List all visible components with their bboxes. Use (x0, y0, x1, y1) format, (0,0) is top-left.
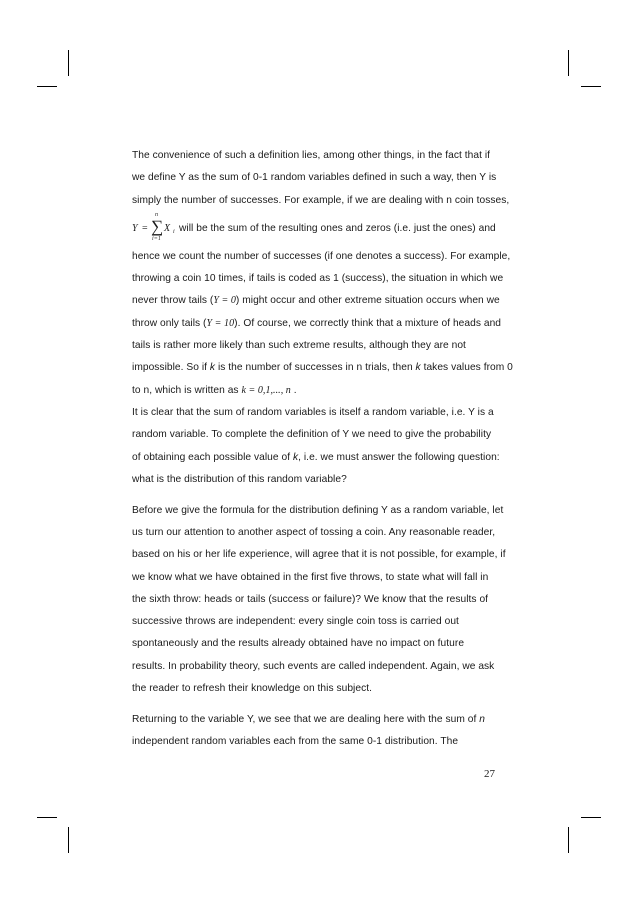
text-line: based on his or her life experience, will agree that it is not possible, for example, if (132, 549, 506, 561)
text-line: successive throws are independent: every single coin toss is carried out (132, 616, 459, 628)
sum-formula-line (132, 212, 512, 246)
text-line (132, 447, 512, 469)
paragraph-gap (132, 491, 512, 500)
text-span: throw only tails ( (132, 317, 207, 329)
text-line: tails is rather more likely than such extreme results, although they are not (132, 340, 466, 352)
text-span: . (290, 384, 297, 396)
text-line: us turn our attention to another aspect of tossing a coin. Any reasonable reader, (132, 526, 496, 538)
text-span: ) might occur and other extreme situation occurs when we (235, 295, 500, 307)
inline-math: k = 0,1,..., n (241, 384, 291, 396)
text-line: Before we give the formula for the distribution defining Y as a random variable, let (132, 504, 504, 516)
text-line: will be the sum of the resulting ones and zeros (i.e. just the ones) and (179, 222, 496, 234)
text-span: to n, which is written as (132, 384, 242, 396)
body-text (132, 145, 512, 753)
text-line (132, 290, 512, 312)
text-span: never throw tails ( (132, 295, 214, 307)
sigma-symbol: ∑ (151, 216, 164, 236)
italic-k: k (292, 451, 299, 463)
crop-mark (68, 50, 69, 76)
crop-mark (581, 86, 601, 87)
crop-mark (581, 817, 601, 818)
text-line: results. In probability theory, such events are called independent. Again, we ask (132, 660, 495, 672)
text-span: , i.e. we must answer the following question: (298, 451, 500, 463)
text-span: of obtaining each possible value of (132, 451, 293, 463)
crop-mark (568, 50, 569, 76)
text-line: the sixth throw: heads or tails (success or failure)? We know that the results of (132, 593, 489, 605)
formula-upper-limit: n (155, 211, 159, 218)
text-line: random variable. To complete the definition of Y we need to give the probability (132, 429, 492, 441)
crop-mark (37, 817, 57, 818)
formula-equals: = (142, 222, 148, 234)
text-line: hence we count the number of successes (if one denotes a success). For example, (132, 250, 511, 262)
inline-math: Y = 10 (206, 317, 235, 329)
text-line: simply the number of successes. For example, if we are dealing with n coin tosses, (132, 194, 510, 206)
inline-math: Y = 0 (213, 295, 236, 307)
text-line: throwing a coin 10 times, if tails is coded as 1 (success), the situation in which we (132, 273, 504, 285)
text-line: independent random variables each from the same 0-1 distribution. The (132, 736, 459, 748)
page-number: 27 (484, 768, 495, 780)
crop-mark (37, 86, 57, 87)
text-line: It is clear that the sum of random variables is itself a random variable, i.e. Y is a (132, 406, 494, 418)
text-line (132, 357, 512, 379)
formula-x: X (164, 222, 171, 234)
italic-k: k (415, 362, 421, 374)
text-span: ). Of course, we correctly think that a mixture of heads and (234, 317, 502, 329)
italic-k: k (209, 362, 216, 374)
crop-mark (568, 827, 569, 853)
formula-y: Y (132, 222, 138, 234)
text-line: we know what we have obtained in the first five throws, to state what will fall in (132, 571, 489, 583)
formula-lower-limit: i=1 (152, 235, 161, 242)
text-line: what is the distribution of this random variable? (132, 473, 347, 485)
text-span: is the number of successes in n trials, then (215, 362, 416, 374)
text-span: impossible. So if (132, 362, 210, 374)
formula-subscript: i (173, 228, 175, 235)
text-line (132, 709, 512, 731)
text-line: The convenience of such a definition lies, among other things, in the fact that if (132, 150, 491, 161)
text-line: spontaneously and the results already obtained have no impact on future (132, 638, 465, 650)
text-line: we define Y as the sum of 0-1 random variables defined in such a way, then Y is (132, 172, 497, 184)
italic-n: n (479, 713, 485, 725)
text-line: the reader to refresh their knowledge on this subject. (132, 683, 372, 695)
crop-mark (68, 827, 69, 853)
text-span: takes values from 0 (420, 362, 513, 374)
text-span: Returning to the variable Y, we see that we are dealing here with the sum of (132, 713, 480, 725)
text-line (132, 313, 512, 335)
paragraph-gap (132, 700, 512, 709)
text-line (132, 380, 512, 402)
